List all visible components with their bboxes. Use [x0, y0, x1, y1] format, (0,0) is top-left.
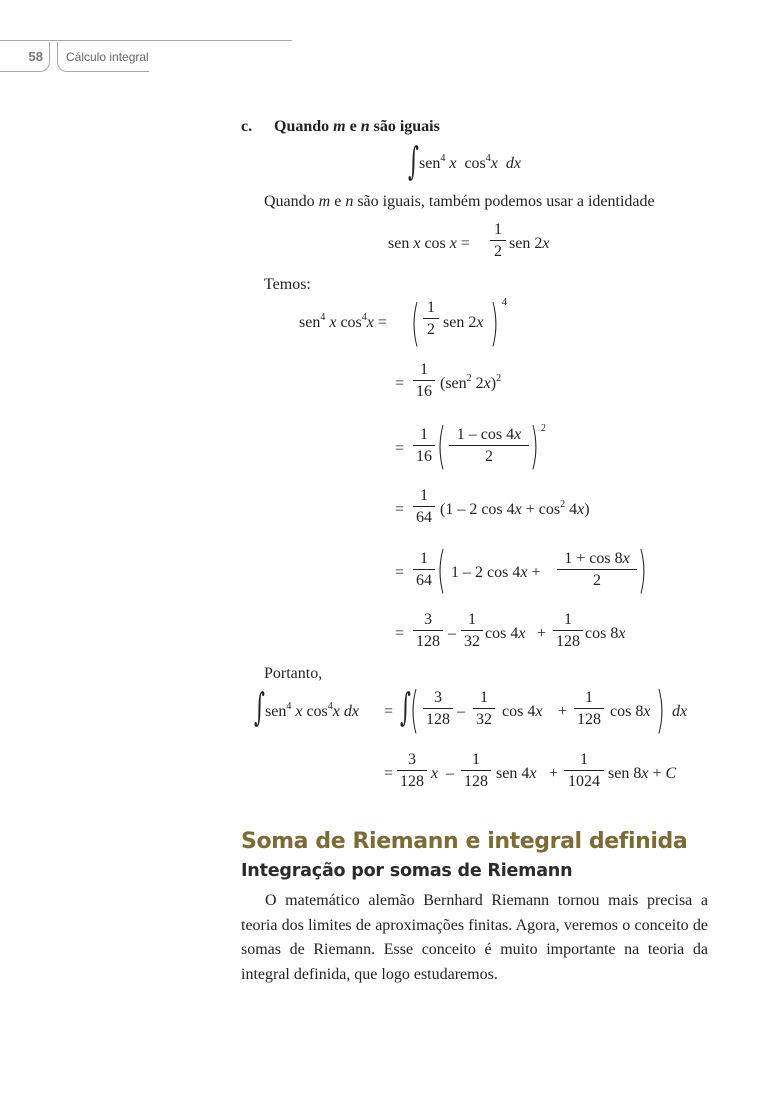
- paren-close: ): [530, 417, 539, 475]
- fraction-one-sixteenth: $\frac{1}{16}$: [413, 362, 435, 400]
- fraction-3-128: $\frac{3}{128}$: [397, 752, 427, 790]
- sen-4x: sen 4x: [496, 765, 537, 782]
- fraction-1-32: $\frac{1}{32}$: [461, 612, 483, 650]
- minus-sign: –: [457, 703, 465, 720]
- minus-sign: –: [448, 625, 456, 642]
- fraction-one-minus-cos4x-over-2: $\frac{1 - \cos 4x}{2}$: [449, 427, 529, 465]
- fraction-1-128: $\frac{1}{128}$: [461, 752, 491, 790]
- plus-sign: +: [537, 625, 547, 642]
- fraction-3-128: $\frac{3}{128}$: [413, 612, 443, 650]
- section-heading: Soma de Riemann e integral definida: [241, 829, 688, 854]
- x-variable: x: [431, 765, 439, 782]
- body-paragraph: O matemático alemão Bernhard Riemann tornou mais precisa a teoria dos limites de aproximações finitas. Agora, veremos o conceito de somas de Riemann. Esse conceito é muito importante na teoria da integral definida, que logo estudaremos.: [241, 892, 708, 983]
- fraction-one-half: $\frac{1}{2}$: [490, 222, 506, 260]
- outer-exponent: 2: [541, 423, 546, 434]
- running-title: Cálculo integral: [57, 42, 149, 72]
- identity-rhs: sen 2x: [509, 235, 550, 252]
- sen-8x-plus-c: sen 8x + C: [608, 765, 677, 782]
- subsection-heading: Integração por somas de Riemann: [241, 861, 573, 881]
- derivation-line-4-body: (1 – 2 $\cos 4x + \cos^2 4x$): [440, 499, 590, 518]
- fraction-one-sixtyfourth: $\frac{1}{64}$: [413, 551, 435, 589]
- header-rule: [0, 40, 292, 41]
- fraction-1-128: $\frac{1}{128}$: [553, 612, 583, 650]
- derivation-line-5-body: 1 – 2 cos 4x +: [451, 564, 541, 581]
- plus-sign: +: [549, 765, 559, 782]
- paren-open: (: [437, 541, 446, 599]
- cos-4x: cos 4x: [502, 703, 543, 720]
- sen-2x: sen 2x: [443, 314, 484, 331]
- temos-label: Temos:: [264, 276, 311, 293]
- section-c-title: Quando m e n são iguais: [274, 118, 440, 135]
- equals-sign: =: [395, 440, 405, 457]
- fraction-one-sixtyfourth: $\frac{1}{64}$: [413, 488, 435, 526]
- fraction-one-sixteenth: $\frac{1}{16}$: [413, 427, 435, 465]
- cos-8x: cos 8x: [610, 703, 651, 720]
- equals-sign: =: [395, 564, 405, 581]
- fraction-1-128: $\frac{1}{128}$: [574, 690, 604, 728]
- fraction-1-32: $\frac{1}{32}$: [473, 690, 495, 728]
- equals-sign: =: [395, 375, 405, 392]
- portanto-label: Portanto,: [264, 665, 323, 682]
- dx: dx: [672, 703, 688, 720]
- integral-sign: ∫: [254, 685, 265, 729]
- paren-close: ): [656, 681, 665, 739]
- equals-sign: =: [395, 625, 405, 642]
- cos-8x: cos 8x: [585, 625, 626, 642]
- paren-close: ): [638, 541, 647, 599]
- integral-sign: ∫: [408, 139, 419, 183]
- fraction-one-half: $\frac{1}{2}$: [423, 300, 439, 338]
- integral-sign: ∫: [400, 685, 411, 729]
- paren-open: (: [410, 681, 419, 739]
- minus-sign: –: [446, 765, 454, 782]
- item-marker: c.: [241, 118, 253, 135]
- equals-sign: =: [395, 501, 405, 518]
- derivation-line-2-body: (sen$^2$ 2x)$^2$: [440, 373, 502, 392]
- identity-lhs: sen x cos x =: [388, 235, 470, 252]
- equals-sign: =: [384, 765, 394, 782]
- fraction-3-128: $\frac{3}{128}$: [423, 690, 453, 728]
- derivation-line-1-lhs: sen$^4$ x $\cos^4x$ =: [299, 312, 387, 331]
- fraction-one-plus-cos8x-over-2: $\frac{1 + \cos 8x}{2}$: [557, 551, 637, 589]
- paren-close: ): [490, 294, 499, 352]
- equals-sign: =: [384, 703, 394, 720]
- fraction-1-1024: $\frac{1}{1024}$: [564, 752, 604, 790]
- plus-sign: +: [558, 703, 568, 720]
- paren-open: (: [437, 417, 446, 475]
- identity-intro: Quando m e n são iguais, também podemos usar a identidade: [264, 193, 655, 210]
- paren-open: (: [411, 294, 420, 352]
- integral-expression: sen$^4$ x $\cos^4x$ dx: [419, 153, 521, 172]
- page-number: 58: [0, 42, 50, 72]
- result-lhs: sen$^4$ x $\cos^4x$ dx: [265, 701, 359, 720]
- outer-exponent: 4: [502, 297, 507, 308]
- cos-4x: cos 4x: [485, 625, 526, 642]
